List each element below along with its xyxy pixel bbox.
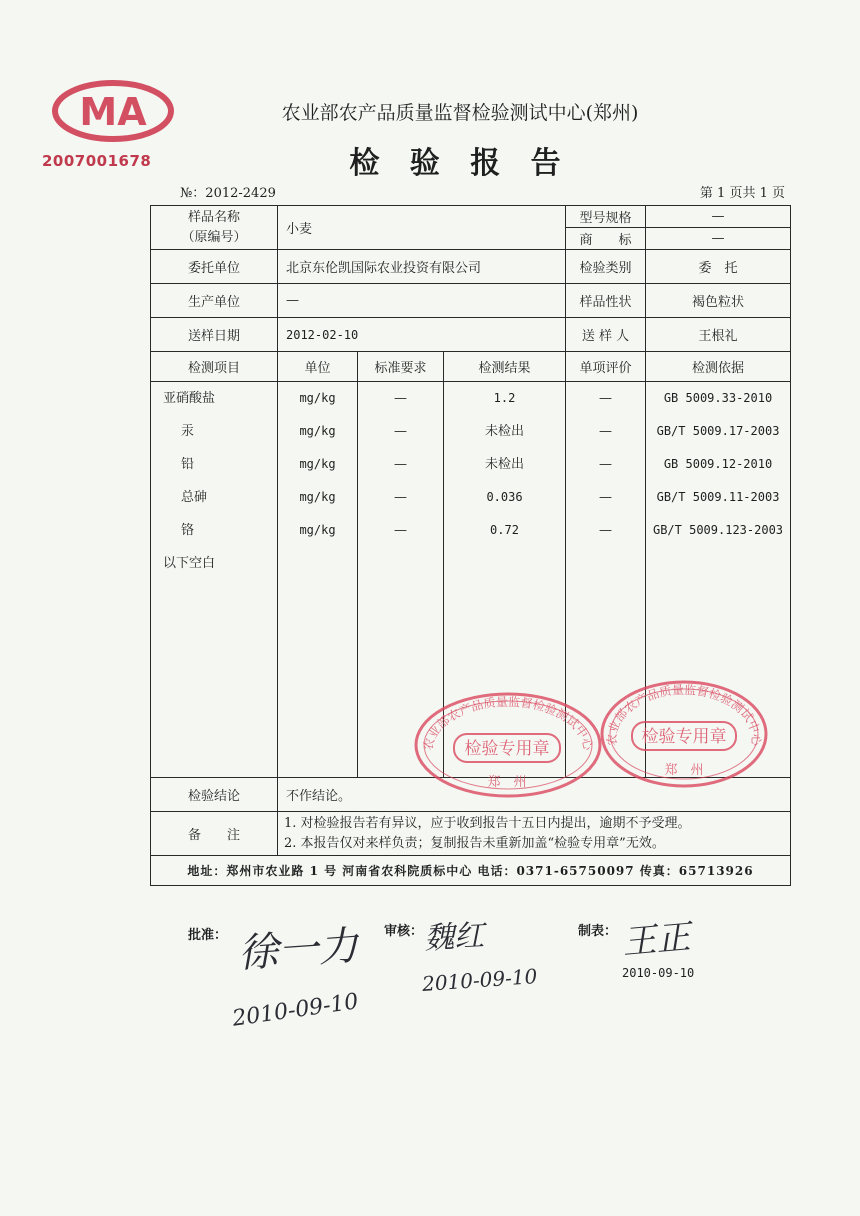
sent-date-label: 送样日期 bbox=[151, 318, 278, 352]
units-column bbox=[278, 382, 358, 778]
requirement-lead: — bbox=[394, 457, 407, 472]
approve-label: 批准： bbox=[188, 928, 228, 943]
approve-date: 2010-09-10 bbox=[230, 989, 360, 1032]
header-item: 检测项目 bbox=[151, 352, 278, 382]
report-number: №：2012-2429 bbox=[180, 186, 276, 201]
stamp-1-org-text: 农业部农产品质量监督检验测试中心 bbox=[420, 694, 596, 752]
certification-number: 2007001678 bbox=[42, 152, 152, 170]
sender-label: 送 样 人 bbox=[566, 318, 646, 352]
results-header-row bbox=[151, 352, 791, 382]
basis-mercury: GB/T 5009.17-2003 bbox=[656, 424, 780, 438]
conclusion-value: 不作结论。 bbox=[278, 778, 791, 812]
model-value: — bbox=[646, 206, 791, 228]
report-title: 检 验 报 告 bbox=[349, 146, 571, 181]
stamp-2-city-text: 郑 州 bbox=[664, 763, 704, 778]
remarks-label: 备 注 bbox=[151, 812, 278, 856]
remark-line-1: 1. 对检验报告若有异议，应于收到报告十五日内提出，逾期不予受理。 bbox=[284, 815, 691, 831]
conclusion-label: 检验结论 bbox=[151, 778, 278, 812]
result-lead: 未检出 bbox=[485, 457, 525, 472]
item-mercury: 汞 bbox=[181, 424, 195, 439]
producer-label: 生产单位 bbox=[151, 284, 278, 318]
unit-arsenic: mg/kg bbox=[299, 490, 336, 504]
stamp-2-org-text: 农业部农产品质量监督检验测试中心 bbox=[604, 682, 764, 746]
client-label: 委托单位 bbox=[151, 250, 278, 284]
sample-state-value: 褐色粒状 bbox=[646, 284, 791, 318]
client-row bbox=[151, 250, 791, 284]
stamp-1-city-text: 郑 州 bbox=[487, 775, 527, 790]
header-unit: 单位 bbox=[278, 352, 358, 382]
basis-arsenic: GB/T 5009.11-2003 bbox=[656, 490, 780, 504]
blank-note: 以下空白 bbox=[163, 556, 216, 571]
header-evaluation: 单项评价 bbox=[566, 352, 646, 382]
header-basis: 检测依据 bbox=[646, 352, 791, 382]
header-requirement: 标准要求 bbox=[358, 352, 444, 382]
remark-line-2: 2. 本报告仅对来样负责；复制报告未重新加盖“检验专用章”无效。 bbox=[284, 835, 665, 851]
review-label: 审核： bbox=[384, 924, 424, 939]
basis-chromium: GB/T 5009.123-2003 bbox=[652, 523, 784, 537]
address-footer: 地址：郑州市农业路 1 号 河南省农科院质标中心 电话：0371-65750097 传真：65713926 bbox=[151, 856, 791, 886]
unit-lead: mg/kg bbox=[299, 457, 336, 471]
basis-nitrite: GB 5009.33-2010 bbox=[663, 391, 773, 405]
remarks-row bbox=[151, 812, 791, 856]
sample-name-value: 小麦 bbox=[278, 206, 566, 250]
sender-value: 王根礼 bbox=[646, 318, 791, 352]
requirement-nitrite: — bbox=[394, 391, 407, 406]
prepare-date: 2010-09-10 bbox=[622, 966, 695, 980]
review-date: 2010-09-10 bbox=[421, 964, 539, 996]
inspection-type-value: 委 托 bbox=[646, 250, 791, 284]
approve-signature: 徐一力 bbox=[236, 922, 360, 978]
ma-certification-logo bbox=[52, 80, 174, 142]
ma-logo-text: MA bbox=[79, 90, 147, 134]
sample-name-label: 样品名称 bbox=[187, 209, 240, 225]
header-result: 检测结果 bbox=[444, 352, 566, 382]
address-row bbox=[151, 856, 791, 886]
evaluation-chromium: — bbox=[599, 523, 613, 538]
review-signature: 魏红 bbox=[423, 918, 486, 957]
brand-value: — bbox=[646, 228, 791, 250]
inspection-type-label: 检验类别 bbox=[566, 250, 646, 284]
model-label: 型号规格 bbox=[566, 206, 646, 228]
requirement-arsenic: — bbox=[394, 490, 407, 505]
producer-row bbox=[151, 284, 791, 318]
sent-date-value: 2012-02-10 bbox=[278, 318, 566, 352]
inspection-seal-stamp-2 bbox=[598, 678, 770, 790]
requirement-mercury: — bbox=[394, 424, 407, 439]
page-info: 第 1 页共 1 页 bbox=[699, 186, 785, 201]
sample-state-label: 样品性状 bbox=[566, 284, 646, 318]
evaluation-mercury: — bbox=[599, 424, 613, 439]
remarks-cell bbox=[278, 812, 791, 856]
item-nitrite: 亚硝酸盐 bbox=[163, 391, 216, 406]
result-mercury: 未检出 bbox=[485, 424, 525, 439]
unit-mercury: mg/kg bbox=[299, 424, 336, 438]
evaluation-nitrite: — bbox=[599, 391, 613, 406]
unit-nitrite: mg/kg bbox=[299, 391, 336, 405]
item-lead: 铅 bbox=[181, 457, 195, 472]
requirement-chromium: — bbox=[394, 523, 407, 538]
original-number-label: （原编号） bbox=[181, 229, 247, 245]
result-arsenic: 0.036 bbox=[486, 490, 523, 504]
producer-value: — bbox=[278, 284, 566, 318]
client-value: 北京东伦凯国际农业投资有限公司 bbox=[278, 250, 566, 284]
organization-name: 农业部农产品质量监督检验测试中心(郑州) bbox=[281, 102, 639, 124]
item-arsenic: 总砷 bbox=[181, 490, 208, 505]
evaluation-arsenic: — bbox=[599, 490, 613, 505]
sample-name-label-cell bbox=[151, 206, 278, 250]
result-chromium: 0.72 bbox=[490, 523, 519, 537]
inspection-seal-stamp-1 bbox=[412, 690, 604, 800]
brand-label: 商 标 bbox=[566, 228, 646, 250]
sample-name-row bbox=[151, 206, 791, 228]
evaluation-lead: — bbox=[599, 457, 613, 472]
prepare-label: 制表： bbox=[578, 924, 618, 939]
unit-chromium: mg/kg bbox=[299, 523, 336, 537]
items-column bbox=[151, 382, 278, 778]
sent-date-row bbox=[151, 318, 791, 352]
basis-lead: GB 5009.12-2010 bbox=[663, 457, 773, 471]
result-nitrite: 1.2 bbox=[493, 391, 516, 405]
stamp-2-seal-text: 检验专用章 bbox=[641, 727, 727, 747]
prepare-signature: 王正 bbox=[620, 917, 692, 963]
item-chromium: 铬 bbox=[181, 523, 195, 538]
stamp-1-seal-text: 检验专用章 bbox=[464, 739, 550, 759]
